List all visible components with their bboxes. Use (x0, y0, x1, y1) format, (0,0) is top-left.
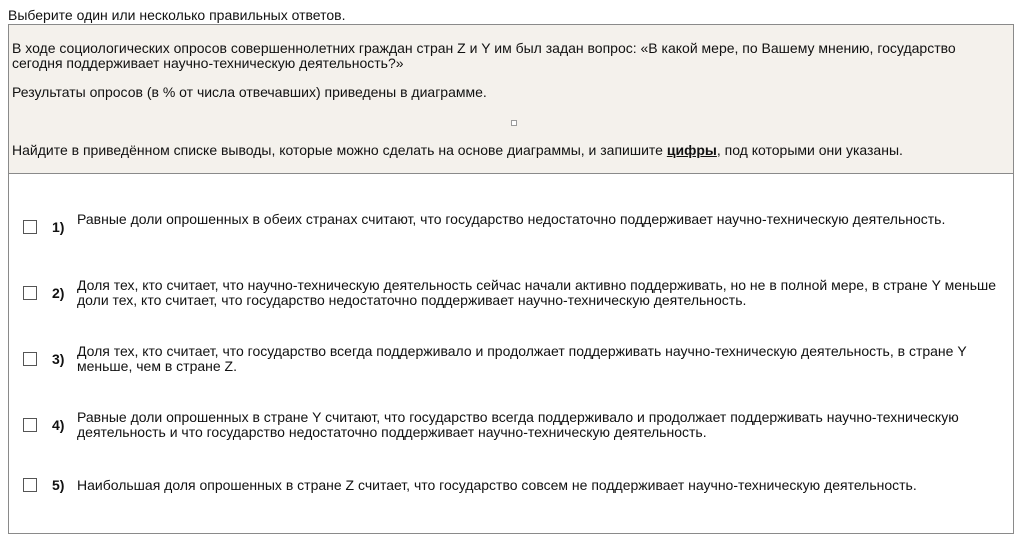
instruction-text: Выберите один или несколько правильных ответов. (8, 7, 346, 23)
diagram-image-placeholder (511, 120, 517, 126)
task-text (12, 143, 1012, 158)
answer-number-1: 1) (52, 219, 65, 235)
results-note: Результаты опросов (в % от числа отвечавших) приведены в диаграмме. (12, 84, 487, 100)
question-text: В ходе социологических опросов совершеннолетних граждан стран Z и Y им был задан вопрос: «В какой мере, по Вашему мнению, государство сегодня поддерживает научно-техническую деятельность?» (12, 40, 956, 71)
answer-number-5: 5) (52, 477, 65, 493)
answer-checkbox-5[interactable] (23, 478, 37, 492)
task-text-after: , под которыми они указаны. (716, 142, 903, 158)
task-frame (8, 24, 1014, 534)
task-text-emphasis: цифры (666, 142, 717, 158)
answer-number-4: 4) (52, 417, 65, 433)
answer-number-2: 2) (52, 285, 65, 301)
question-panel (9, 25, 1013, 174)
answer-checkbox-1[interactable] (23, 220, 37, 234)
answer-checkbox-4[interactable] (23, 418, 37, 432)
answer-checkbox-2[interactable] (23, 286, 37, 300)
task-text-before: Найдите в приведённом списке выводы, которые можно сделать на основе диаграммы, и запишите (12, 142, 667, 158)
answer-text-5: Наибольшая доля опрошенных в стране Z считает, что государство совсем не поддерживает научно-техническую деятельность. (77, 477, 917, 493)
answer-text-4: Равные доли опрошенных в стране Y считают, что государство всегда поддерживало и продолжает поддерживать научно-техническую деятельность и что государство недостаточно поддерживает научно-техническую деятельность. (77, 409, 959, 440)
answer-text-3: Доля тех, кто считает, что государство всегда поддерживало и продолжает поддерживать научно-техническую деятельность, в стране Y меньше, чем в стране Z. (77, 343, 967, 374)
answer-text-2: Доля тех, кто считает, что научно-техническую деятельность сейчас начали активно поддерживать, но не в полной мере, в стране Y меньше доли тех, кто считает, что государство недостаточно поддерживает научно-техническую деятельность. (77, 277, 997, 308)
answer-checkbox-3[interactable] (23, 352, 37, 366)
answer-text-1: Равные доли опрошенных в обеих странах считают, что государство недостаточно поддерживает научно-техническую деятельность. (77, 211, 946, 227)
answer-number-3: 3) (52, 351, 65, 367)
